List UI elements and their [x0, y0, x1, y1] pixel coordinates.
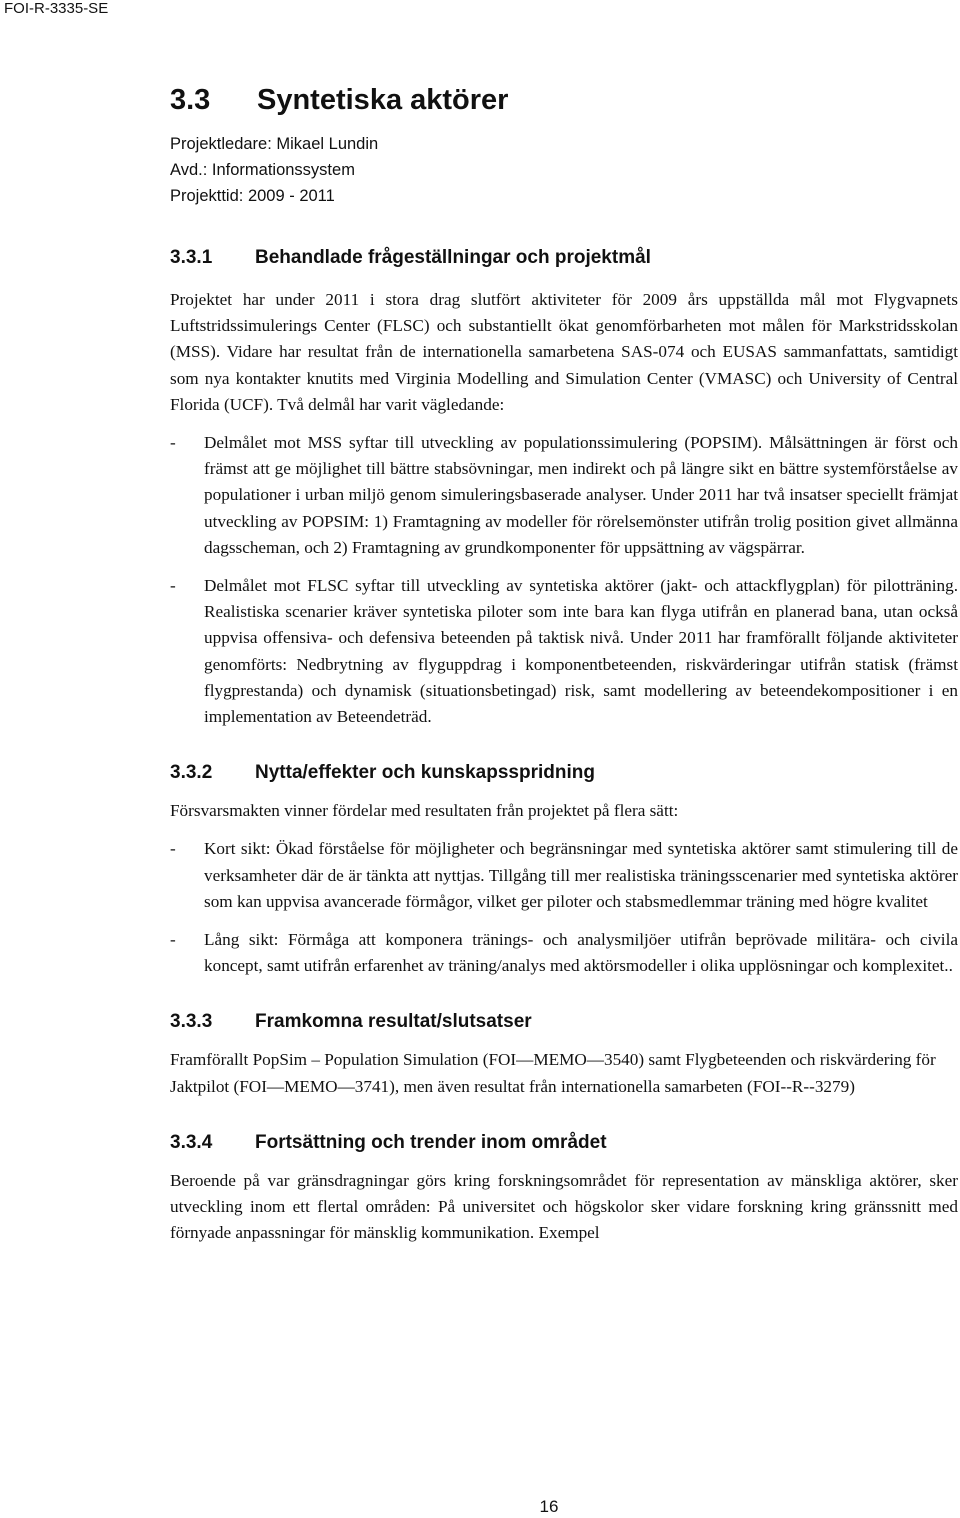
document-id: FOI-R-3335-SE — [4, 0, 109, 17]
subsection-heading — [170, 247, 958, 269]
page-number: 16 — [539, 1497, 559, 1516]
section-heading — [170, 84, 958, 117]
list-item-text: Delmålet mot MSS syftar till utveckling av populationssimulering (POPSIM). Målsättningen är först och främst att ge möjlighet till bättre stabsövningar, men indirekt och på längre sikt en bättre systemförståelse av populationer i urban miljö genom simuleringsbaserade analyser. Under 2011 har två insatser speciellt främjat utveckling av POPSIM: 1) Framtagning av modeller för rörelsemönster utifrån trolig position givet allmänna dagsscheman, och 2) Framtagning av grundkomponenter för uppsättning av vägspärrar. — [204, 433, 958, 557]
section-title: Syntetiska aktörer — [257, 84, 509, 116]
subsection-title: Framkomna resultat/slutsatser — [255, 1011, 532, 1033]
section-number: 3.3 — [170, 84, 211, 116]
list-item-text: Kort sikt: Ökad förståelse för möjligheter och begränsningar med syntetiska aktörer samt stimulering till de verksamheter där de är tänkta att nyttjas. Tillgång till mer realistiska träningsscenarier med syntetiska aktörer som kan uppvisa avancerade förmågor, vilket ger piloter och stabsmedlemmar träning med högre kvalitet — [204, 839, 958, 911]
subsection-heading — [170, 1011, 958, 1033]
list-item — [170, 573, 958, 730]
subsection-heading — [170, 762, 958, 784]
list-item — [170, 927, 958, 979]
paragraph: Försvarsmakten vinner fördelar med resultaten från projektet på flera sätt: — [170, 801, 679, 821]
subsection-heading — [170, 1132, 958, 1154]
page-content — [170, 84, 958, 1246]
list-dash: - — [170, 839, 176, 859]
list-item — [170, 430, 958, 561]
subsection-title: Nytta/effekter och kunskapsspridning — [255, 762, 595, 784]
paragraph: Framförallt PopSim – Population Simulation (FOI—MEMO—3540) samt Flygbeteenden och riskvärdering för Jaktpilot (FOI—MEMO—3741), men även resultat från internationella samarbeten (FOI--R--3279) — [170, 1050, 936, 1096]
subsection-number: 3.3.4 — [170, 1131, 213, 1153]
subsection-title: Behandlade frågeställningar och projektmål — [255, 247, 651, 268]
project-meta — [170, 131, 958, 209]
project-leader: Projektledare: Mikael Lundin — [170, 135, 379, 153]
list-dash: - — [170, 930, 176, 950]
subsection-number: 3.3.2 — [170, 762, 213, 784]
list-item — [170, 836, 958, 915]
department: Avd.: Informationssystem — [170, 161, 355, 179]
paragraph: Beroende på var gränsdragningar görs kring forskningsområdet för representation av mänskliga aktörer, sker utveckling inom ett flertal områden: På universitet och högskolor sker vidare forskning kring gränssnitt med förnyade anpassningar för mänsklig kommunikation. Exempel — [170, 1170, 958, 1243]
list-item-text: Lång sikt: Förmåga att komponera tränings- och analysmiljöer utifrån beprövade militära- och civila koncept, samt utifrån erfarenhet av träning/analys med aktörsmodeller i olika upplösningar och komplexitet.. — [204, 930, 958, 976]
paragraph: Projektet har under 2011 i stora drag slutfört aktiviteter för 2009 års uppställda mål mot Flygvapnets Luftstridssimulerings Center (FLSC) och substantiellt ökat genomförbarheten mot målen för Markstridsskolan (MSS). Vidare har resultat från de internationella samarbetena SAS-074 och EUSAS sammanfattats, samtidigt som nya kontakter knutits med Virginia Modelling and Simulation Center (VMASC) och University of Central Florida (UCF). Två delmål har varit vägledande: — [170, 290, 958, 414]
list-dash: - — [170, 576, 176, 596]
list-dash: - — [170, 433, 176, 453]
subsection-title: Fortsättning och trender inom området — [255, 1131, 607, 1153]
list-item-text: Delmålet mot FLSC syftar till utveckling av syntetiska aktörer (jakt- och attackflygplan) för pilotträning. Realistiska scenarier kräver syntetiska piloter som inte bara kan flyga utifrån en planerad bana, utan också uppvisa offensiva- och defensiva beteenden på taktisk nivå. Under 2011 har framförallt följande aktiviteter genomförts: Nedbrytning av flyguppdrag i komponentbeteenden, riskvärderingar utifrån statisk (främst flygprestanda) och dynamisk (situationsbetingad) risk, samt modellering av beteendekompositioner i en implementation av Beteendeträd. — [204, 576, 958, 727]
subsection-number: 3.3.3 — [170, 1011, 213, 1033]
project-period: Projekttid: 2009 - 2011 — [170, 187, 335, 205]
subsection-number: 3.3.1 — [170, 247, 213, 268]
